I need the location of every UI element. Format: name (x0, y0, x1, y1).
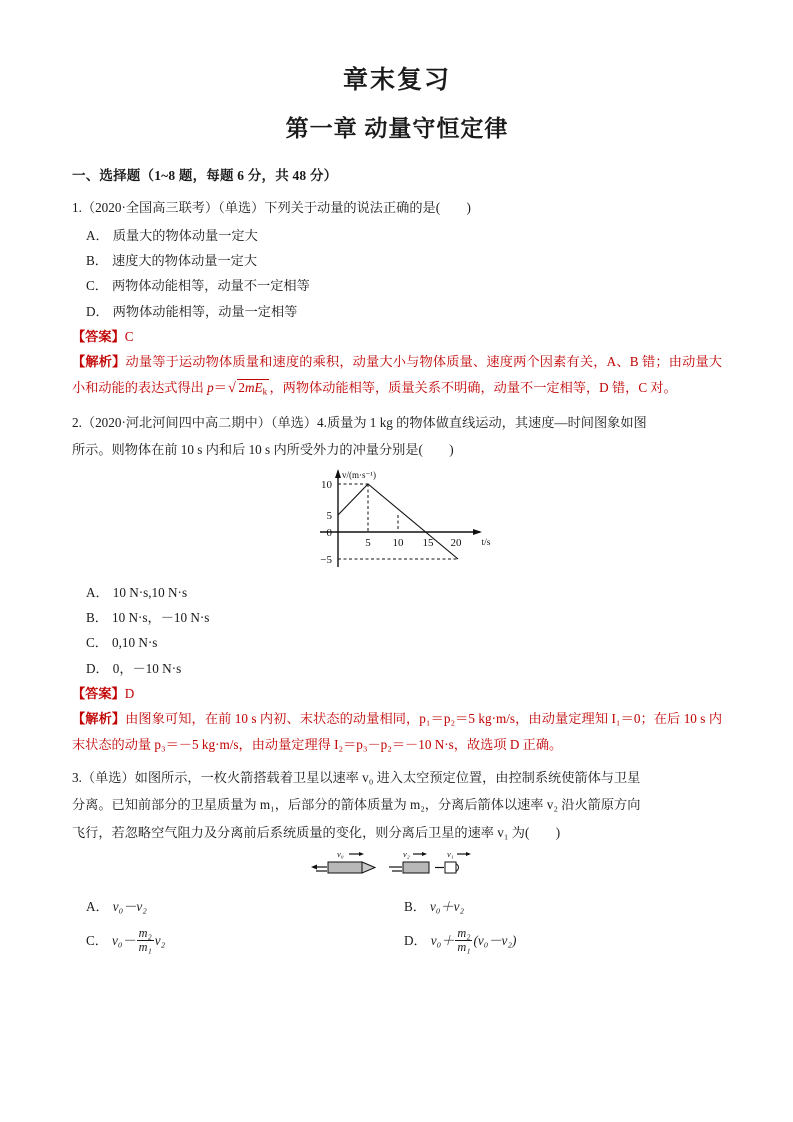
question-3-stem-line1: 3.（单选）如图所示，一枚火箭搭载着卫星以速率 v₀ 进入太空预定位置，由控制系统使箭体与卫星 (72, 770, 641, 786)
answer-tag: 【答案】 (72, 328, 125, 344)
question-2-stem-line2: 所示。则物体在前 10 s 内和后 10 s 内所受外力的冲量分别是( ) (72, 442, 454, 458)
option-1-c-text: 两物体动能相等，动量不一定相等 (111, 278, 310, 294)
page-subtitle: 第一章 动量守恒定律 (285, 115, 509, 141)
option-1-c-label: C． (86, 278, 108, 294)
question-1-analysis-part1: 动量等于运动物体质量和速度的乘积，动量大小与物体质量、速度两个因素有关，A、B 错；由动量大小和动能的表达式得出 (72, 354, 722, 395)
x-tick-10: 10 (392, 536, 403, 549)
option-3-b-text: v₀＋v₂ (429, 899, 465, 915)
option-1-c[interactable] (86, 273, 722, 298)
question-2-options (72, 580, 722, 681)
question-3 (72, 765, 722, 957)
question-1-answer (72, 324, 722, 349)
option-2-d[interactable] (86, 656, 722, 681)
option-3-d-suffix: (v₀－v₂) (473, 932, 517, 948)
option-3-d[interactable] (404, 924, 722, 958)
option-2-a-label: A． (86, 584, 109, 600)
formula-2: 2 (238, 379, 245, 395)
y-tick-minus5: −5 (319, 553, 332, 566)
question-2-answer (72, 681, 722, 706)
option-3-c-denominator: m₁ (138, 940, 152, 955)
question-2-analysis (72, 706, 722, 757)
option-3-c-suffix: v₂ (154, 932, 166, 948)
formula-E: E (254, 379, 263, 395)
question-1-analysis-part2: ，两物体动能相等，质量关系不明确，动量不一定相等，D 错，C 对。 (269, 379, 677, 395)
rocket-label-v0: v₀ (337, 849, 344, 860)
analysis-tag: 【解析】 (72, 354, 126, 370)
section-heading: 一、选择题（1~8 题，每题 6 分，共 48 分） (72, 168, 338, 183)
y-tick-0: 0 (326, 526, 332, 539)
option-2-a[interactable] (86, 580, 722, 605)
question-3-options (86, 890, 722, 957)
x-tick-15: 15 (422, 536, 433, 549)
option-1-a[interactable] (86, 223, 722, 248)
x-tick-20: 20 (450, 536, 461, 549)
option-2-d-text: 0，－10 N·s (112, 660, 182, 676)
question-1-options (72, 223, 722, 324)
x-tick-5: 5 (364, 536, 371, 549)
formula-m: m (245, 379, 255, 395)
option-2-b[interactable] (86, 605, 722, 630)
option-3-c-label: C． (86, 932, 108, 948)
question-1-answer-block (72, 324, 722, 402)
page-content (72, 62, 722, 959)
velocity-time-figure (72, 467, 722, 578)
question-1-stem: 1.（2020·全国高三联考）（单选）下列关于动量的说法正确的是( ) (72, 200, 471, 216)
option-3-d-prefix: v₀＋ (430, 932, 455, 948)
option-1-d-text: 两物体动能相等，动量一定相等 (112, 303, 298, 319)
option-1-b[interactable] (86, 248, 722, 273)
formula-equals: ＝ (213, 379, 227, 395)
option-1-a-text: 质量大的物体动量一定大 (112, 227, 258, 243)
question-3-stem-line3: 飞行，若忽略空气阻力及分离前后系统质量的变化，则分离后卫星的速率 v₁ 为( ) (72, 824, 561, 840)
sqrt-icon: √ $2mE_k$ (227, 375, 270, 402)
question-1-analysis (72, 349, 722, 402)
answer-tag: 【答案】 (72, 686, 125, 702)
question-1-answer-value: C (124, 328, 134, 344)
formula-p: p (207, 379, 214, 395)
option-3-a-text: v₀－v₂ (112, 899, 147, 915)
question-2-answer-value: D (124, 686, 135, 702)
question-2-analysis-text: 由图象可知，在前 10 s 内初、末状态的动量相同，p₁＝p₂＝5 kg·m/s，由动量定理知 I₁＝0；在后 10 s 内末状态的动量 p₃＝－5 kg·m/s，由动量定理得 I₂＝p₃－p₂＝－10 N·s，故选项 D 正确。 (72, 711, 723, 752)
velocity-time-graph (290, 467, 505, 573)
option-3-d-label: D． (404, 932, 427, 948)
option-2-c-label: C． (86, 635, 108, 651)
option-3-c-numerator: m₂ (138, 925, 152, 940)
option-2-d-label: D． (86, 660, 109, 676)
rocket-label-v2: v₂ (403, 849, 410, 860)
rocket-diagram (307, 847, 487, 881)
option-2-a-text: 10 N·s,10 N·s (112, 584, 188, 600)
rocket-separation-figure (72, 847, 722, 886)
option-2-c[interactable] (86, 630, 722, 655)
option-3-c-fraction (137, 927, 154, 955)
y-tick-5: 5 (326, 509, 332, 522)
option-1-b-label: B． (86, 252, 108, 268)
y-tick-10: 10 (320, 478, 332, 491)
option-2-b-text: 10 N·s，－10 N·s (111, 610, 210, 626)
x-axis-label: t/s (481, 537, 490, 548)
option-3-d-numerator: m₂ (457, 925, 471, 940)
analysis-tag: 【解析】 (72, 711, 126, 727)
option-3-c-prefix: v₀－ (111, 932, 136, 948)
option-3-a[interactable] (86, 890, 404, 924)
question-2-answer-block (72, 681, 722, 757)
option-3-b-label: B． (404, 899, 426, 915)
option-3-c[interactable] (86, 924, 404, 958)
option-1-b-text: 速度大的物体动量一定大 (111, 252, 258, 268)
y-axis-label: v/(m·s⁻¹) (341, 469, 376, 480)
option-3-d-denominator: m₁ (457, 940, 471, 955)
question-1 (72, 195, 722, 402)
question-2-stem-line1: 2.（2020·河北河间四中高二期中）（单选）4.质量为 1 kg 的物体做直线运动，其速度—时间图象如图 (72, 415, 647, 431)
option-1-a-label: A． (86, 227, 109, 243)
question-3-stem-line2: 分离。已知前部分的卫星质量为 m₁，后部分的箭体质量为 m₂，分离后箭体以速率 v₂ 沿火箭原方向 (72, 797, 641, 813)
option-2-c-text: 0,10 N·s (111, 635, 158, 651)
option-1-d[interactable] (86, 299, 722, 324)
option-3-d-fraction (455, 927, 472, 955)
page-title: 章末复习 (342, 67, 451, 94)
rocket-label-v1: v₁ (447, 849, 454, 860)
question-2 (72, 410, 722, 757)
option-3-a-label: A． (86, 899, 109, 915)
formula-E-sub: k (262, 386, 268, 397)
option-3-b[interactable] (404, 890, 722, 924)
option-1-d-label: D． (86, 303, 109, 319)
option-2-b-label: B． (86, 610, 108, 626)
